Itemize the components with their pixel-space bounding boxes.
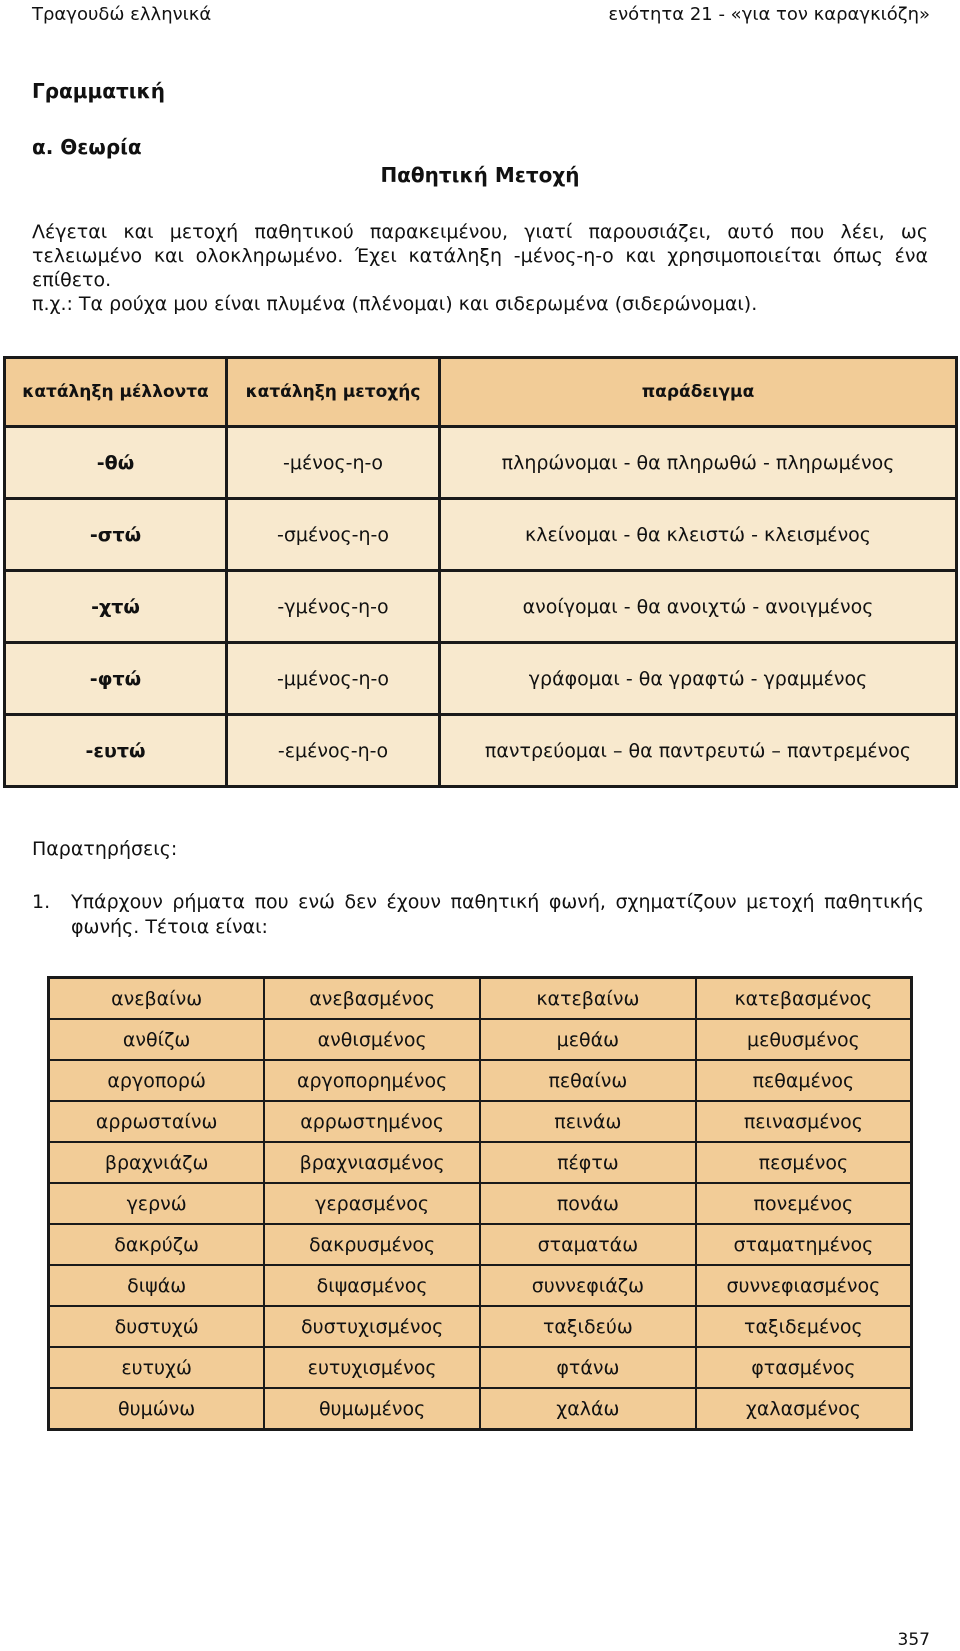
intro-paragraph [32, 220, 928, 316]
verb: πεινάω [480, 1101, 696, 1142]
verb: ανθίζω [49, 1019, 265, 1060]
verb: κατεβαίνω [480, 978, 696, 1020]
verb: φτάνω [480, 1347, 696, 1388]
verb: πεθαίνω [480, 1060, 696, 1101]
table-row [5, 427, 957, 499]
example: γράφομαι - θα γραφτώ - γραμμένος [440, 643, 957, 715]
participle: πεσμένος [696, 1142, 912, 1183]
participle: βραχνιασμένος [264, 1142, 480, 1183]
verb: πέφτω [480, 1142, 696, 1183]
header-example: παράδειγμα [440, 358, 957, 427]
endings-header-row [5, 358, 957, 427]
header-future-ending: κατάληξη μέλλοντα [5, 358, 227, 427]
observations-label: Παρατηρήσεις: [32, 838, 178, 860]
participle: χαλασμένος [696, 1388, 912, 1430]
verb: γερνώ [49, 1183, 265, 1224]
intro-text: Λέγεται και μετοχή παθητικού παρακειμένου, γιατί παρουσιάζει, αυτό που λέει, ως τελειωμένο και ολοκληρωμένο. Έχει κατάληξη -μένος-η-ο και χρησιμοποιείται όπως ένα επίθετο. [32, 221, 928, 291]
table-row [49, 1388, 912, 1430]
header-right: ενότητα 21 - «για τον καραγκιόζη» [608, 4, 930, 25]
participle: πεινασμένος [696, 1101, 912, 1142]
table-row [49, 1306, 912, 1347]
table-row [5, 643, 957, 715]
future-ending: -ευτώ [5, 715, 227, 787]
table-row [49, 1019, 912, 1060]
participle-ending: -εμένος-η-ο [227, 715, 440, 787]
verb: πονάω [480, 1183, 696, 1224]
participle: ανεβασμένος [264, 978, 480, 1020]
intro-example: π.χ.: Τα ρούχα μου είναι πλυμένα (πλένομαι) και σιδερωμένα (σιδερώνομαι). [32, 293, 758, 315]
verb: αργοπορώ [49, 1060, 265, 1101]
participle: θυμωμένος [264, 1388, 480, 1430]
participle: ευτυχισμένος [264, 1347, 480, 1388]
section-title: Γραμματική [32, 79, 165, 103]
example: ανοίγομαι - θα ανοιχτώ - ανοιγμένος [440, 571, 957, 643]
table-row [5, 571, 957, 643]
verb: διψάω [49, 1265, 265, 1306]
example: παντρεύομαι – θα παντρευτώ – παντρεμένος [440, 715, 957, 787]
table-row [49, 1060, 912, 1101]
table-row [49, 1347, 912, 1388]
verb: ανεβαίνω [49, 978, 265, 1020]
verb: συννεφιάζω [480, 1265, 696, 1306]
participle: κατεβασμένος [696, 978, 912, 1020]
participle-ending: -σμένος-η-ο [227, 499, 440, 571]
table-row [49, 1142, 912, 1183]
example: κλείνομαι - θα κλειστώ - κλεισμένος [440, 499, 957, 571]
participle: διψασμένος [264, 1265, 480, 1306]
future-ending: -στώ [5, 499, 227, 571]
verb: δυστυχώ [49, 1306, 265, 1347]
note-number: 1. [32, 891, 51, 913]
header-left: Τραγουδώ ελληνικά [32, 4, 212, 25]
example: πληρώνομαι - θα πληρωθώ - πληρωμένος [440, 427, 957, 499]
verb: βραχνιάζω [49, 1142, 265, 1183]
participle-ending: -γμένος-η-ο [227, 571, 440, 643]
verb: μεθάω [480, 1019, 696, 1060]
header-participle-ending: κατάληξη μετοχής [227, 358, 440, 427]
future-ending: -χτώ [5, 571, 227, 643]
participle: μεθυσμένος [696, 1019, 912, 1060]
page-number: 357 [897, 1630, 930, 1650]
participle: αργοπορημένος [264, 1060, 480, 1101]
participle: πονεμένος [696, 1183, 912, 1224]
verb: αρρωσταίνω [49, 1101, 265, 1142]
subsection-title: α. Θεωρία [32, 135, 142, 159]
future-ending: -φτώ [5, 643, 227, 715]
participle: πεθαμένος [696, 1060, 912, 1101]
endings-table [3, 356, 958, 788]
topic-title: Παθητική Μετοχή [380, 163, 580, 187]
note-text: Υπάρχουν ρήματα που ενώ δεν έχουν παθητική φωνή, σχηματίζουν μετοχή παθητικής φωνής. Τέτοια είναι: [71, 891, 924, 938]
participle: δυστυχισμένος [264, 1306, 480, 1347]
participle-ending: -μένος-η-ο [227, 427, 440, 499]
participle: αρρωστημένος [264, 1101, 480, 1142]
verb: δακρύζω [49, 1224, 265, 1265]
future-ending: -θώ [5, 427, 227, 499]
verb: σταματάω [480, 1224, 696, 1265]
participle: ταξιδεμένος [696, 1306, 912, 1347]
participle: σταματημένος [696, 1224, 912, 1265]
participle: ανθισμένος [264, 1019, 480, 1060]
participle: συννεφιασμένος [696, 1265, 912, 1306]
verb: θυμώνω [49, 1388, 265, 1430]
verb: ταξιδεύω [480, 1306, 696, 1347]
verb: ευτυχώ [49, 1347, 265, 1388]
participle: φτασμένος [696, 1347, 912, 1388]
participle: γερασμένος [264, 1183, 480, 1224]
table-row [49, 1101, 912, 1142]
table-row [49, 1183, 912, 1224]
table-row [5, 499, 957, 571]
verb: χαλάω [480, 1388, 696, 1430]
verbs-table [47, 976, 913, 1431]
note-1 [32, 890, 924, 940]
table-row [49, 1224, 912, 1265]
table-row [5, 715, 957, 787]
participle-ending: -μμένος-η-ο [227, 643, 440, 715]
participle: δακρυσμένος [264, 1224, 480, 1265]
table-row [49, 1265, 912, 1306]
table-row [49, 978, 912, 1020]
